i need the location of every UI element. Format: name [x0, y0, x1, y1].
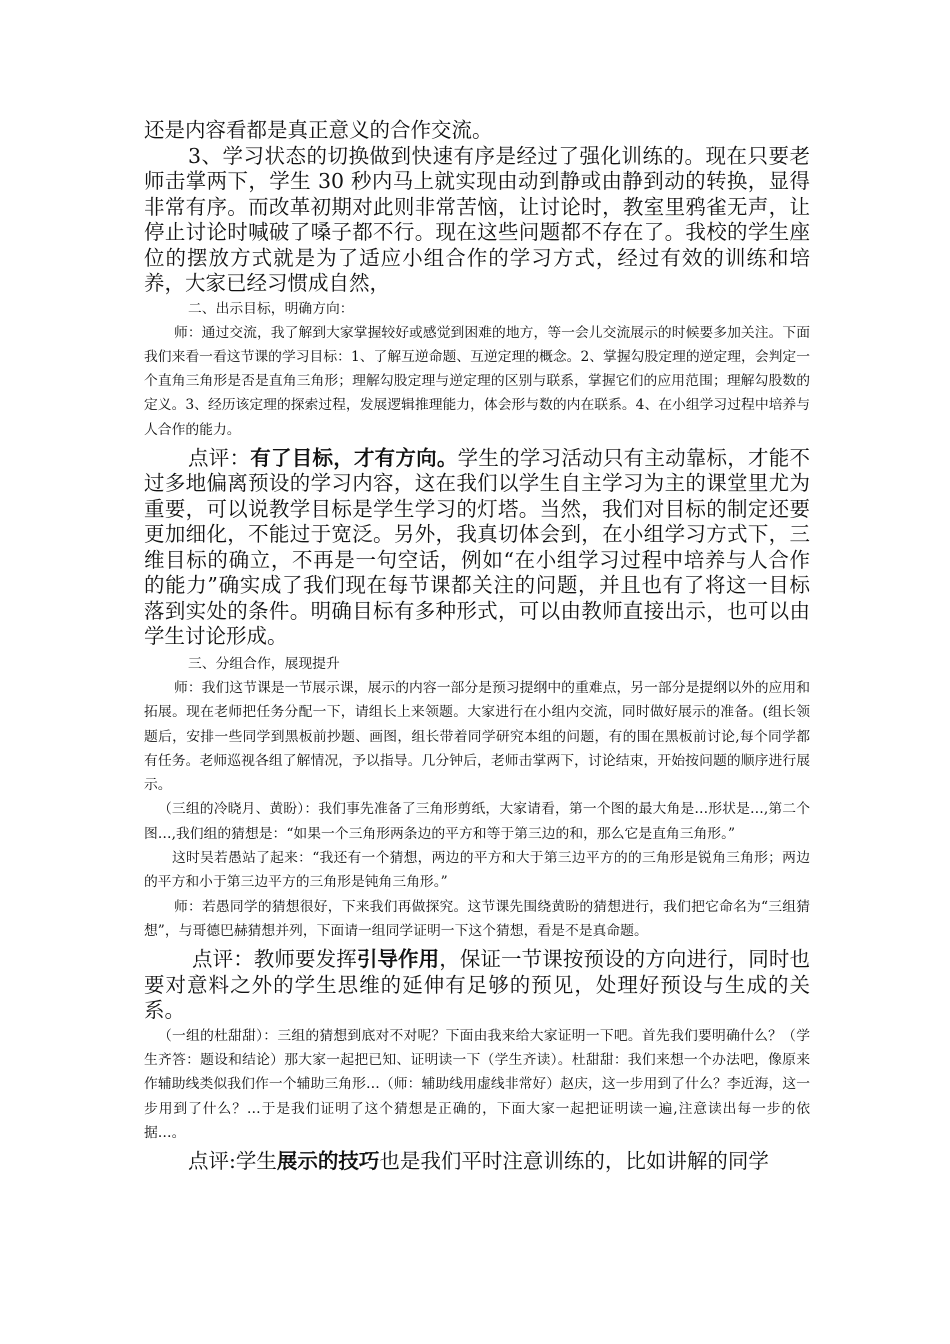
comment-emphasis: 引导作用 — [356, 947, 440, 972]
comment-text: 学生的学习活动只有主动靠标，才能不过多地偏离预设的学习内容，这在我们以学生自主学习为主的课堂里尤为重要，可以说教学目标是学生学习的灯塔。当然，我们对目标的制定还要更加细化，不能过于宽泛。另外，我真切体会到，在小组学习方式下，三维目标的确立，不再是一句空话，例如“在小组学习过程中培养与人合作的能力”确实成了我们现在每节课都关注的问题，并且也有了将这一目标落到实处的条件。明确目标有多种形式，可以由教师直接出示，也可以由学生讨论形成。 — [144, 445, 811, 649]
paragraph-group1-proof: （一组的杜甜甜）：三组的猜想到底对不对呢？下面由我来给大家证明一下吧。首先我们要明确什么？（学生齐答：题设和结论）那大家一起把已知、证明读一下（学生齐读）。杜甜甜：我们来想一个办法吧，像原来作辅助线类似我们作一个辅助三角形…（师：辅助线用虚线非常好）赵庆，这一步用到了什么？李近海，这一步用到了什么？…于是我们证明了这个猜想是正确的，下面大家一起把证明读一遍,注意读出每一步的依据…。 — [144, 1027, 810, 1141]
comment-text-end: ，保证一节课按预设的方向进行，同时也要对意料之外的学生思维的延伸有足够的预见，处理好预设与生成的关系。 — [144, 947, 811, 1023]
section-heading-group-work: 三、分组合作，展现提升 — [188, 655, 340, 672]
comment-text-start: 点评:学生 — [188, 1149, 277, 1174]
comment-guidance — [144, 947, 810, 1024]
comment-text-end: 也是我们平时注意训练的，比如讲解的同学 — [379, 1149, 769, 1174]
document-page — [144, 118, 810, 1175]
paragraph-cooperation-end: 还是内容看都是真正意义的合作交流。 — [144, 118, 493, 142]
section-heading-goals: 二、出示目标，明确方向： — [188, 300, 354, 317]
paragraph-teacher-response: 师：若愚同学的猜想很好，下来我们再做探究。这节课先围绕黄盼的猜想进行，我们把它命名为“三组猜想”，与哥德巴赫猜想并列，下面请一组同学证明一下这个猜想，看是不是真命题。 — [144, 898, 810, 939]
paragraph-group3-conjecture: （三组的冷晓月、黄盼）：我们事先准备了三角形剪纸，大家请看，第一个图的最大角是…形状是…,第二个图…,我们组的猜想是：“如果一个三角形两条边的平方和等于第三边的和，那么它是直角三角形。” — [144, 801, 810, 842]
comment-text-start: 点评：教师要发挥 — [192, 947, 357, 972]
comment-emphasis: 有了目标，才有方向。 — [250, 445, 458, 470]
comment-emphasis: 展示的技巧 — [276, 1149, 380, 1174]
paragraph-teacher-goals: 师：通过交流，我了解到大家掌握较好或感觉到困难的地方，等一会儿交流展示的时候要多加关注。下面我们来看一看这节课的学习目标：1、了解互逆命题、互逆定理的概念。2、掌握勾股定理的逆定理，会判定一个直角三角形是否是直角三角形；理解勾股定理与逆定理的区别与联系，掌握它们的应用范围；理解勾股数的定义。3、经历该定理的探索过程，发展逻辑推理能力，体会形与数的内在联系。4、在小组学习过程中培养与人合作的能力。 — [144, 324, 811, 438]
comment-presentation-skill — [144, 1149, 810, 1175]
comment-goals — [144, 446, 810, 650]
paragraph-wu-conjecture: 这时吴若愚站了起来：“我还有一个猜想，两边的平方和大于第三边平方的的三角形是锐角三角形；两边的平方和小于第三边平方的三角形是钝角三角形。” — [144, 850, 810, 891]
comment-label: 点评： — [188, 445, 251, 470]
paragraph-teacher-tasks: 师：我们这节课是一节展示课，展示的内容一部分是预习提纲中的重难点，另一部分是提纲以外的应用和拓展。现在老师把任务分配一下，请组长上来领题。大家进行在小组内交流，同时做好展示的准备。(组长领题后，安排一些同学到黑板前抄题、画图，组长带着同学研究本组的问题，有的围在黑板前讨论,每个同学都有任务。老师巡视各组了解情况，予以指导。几分钟后，老师击掌两下，讨论结束，开始按问题的顺序进行展示。 — [144, 679, 810, 794]
paragraph-state-switching: 3、学习状态的切换做到快速有序是经过了强化训练的。现在只要老师击掌两下，学生 30 秒内马上就实现由动到静或由静到动的转换，显得非常有序。而改革初期对此则非常苦恼，让讨论时，教室里鸦雀无声，让停止讨论时喊破了嗓子都不行。现在这些问题都不存在了。我校的学生座位的摆放方式就是为了适应小组合作的学习方式，经过有效的训练和培养，大家已经习惯成自然， — [144, 143, 810, 295]
